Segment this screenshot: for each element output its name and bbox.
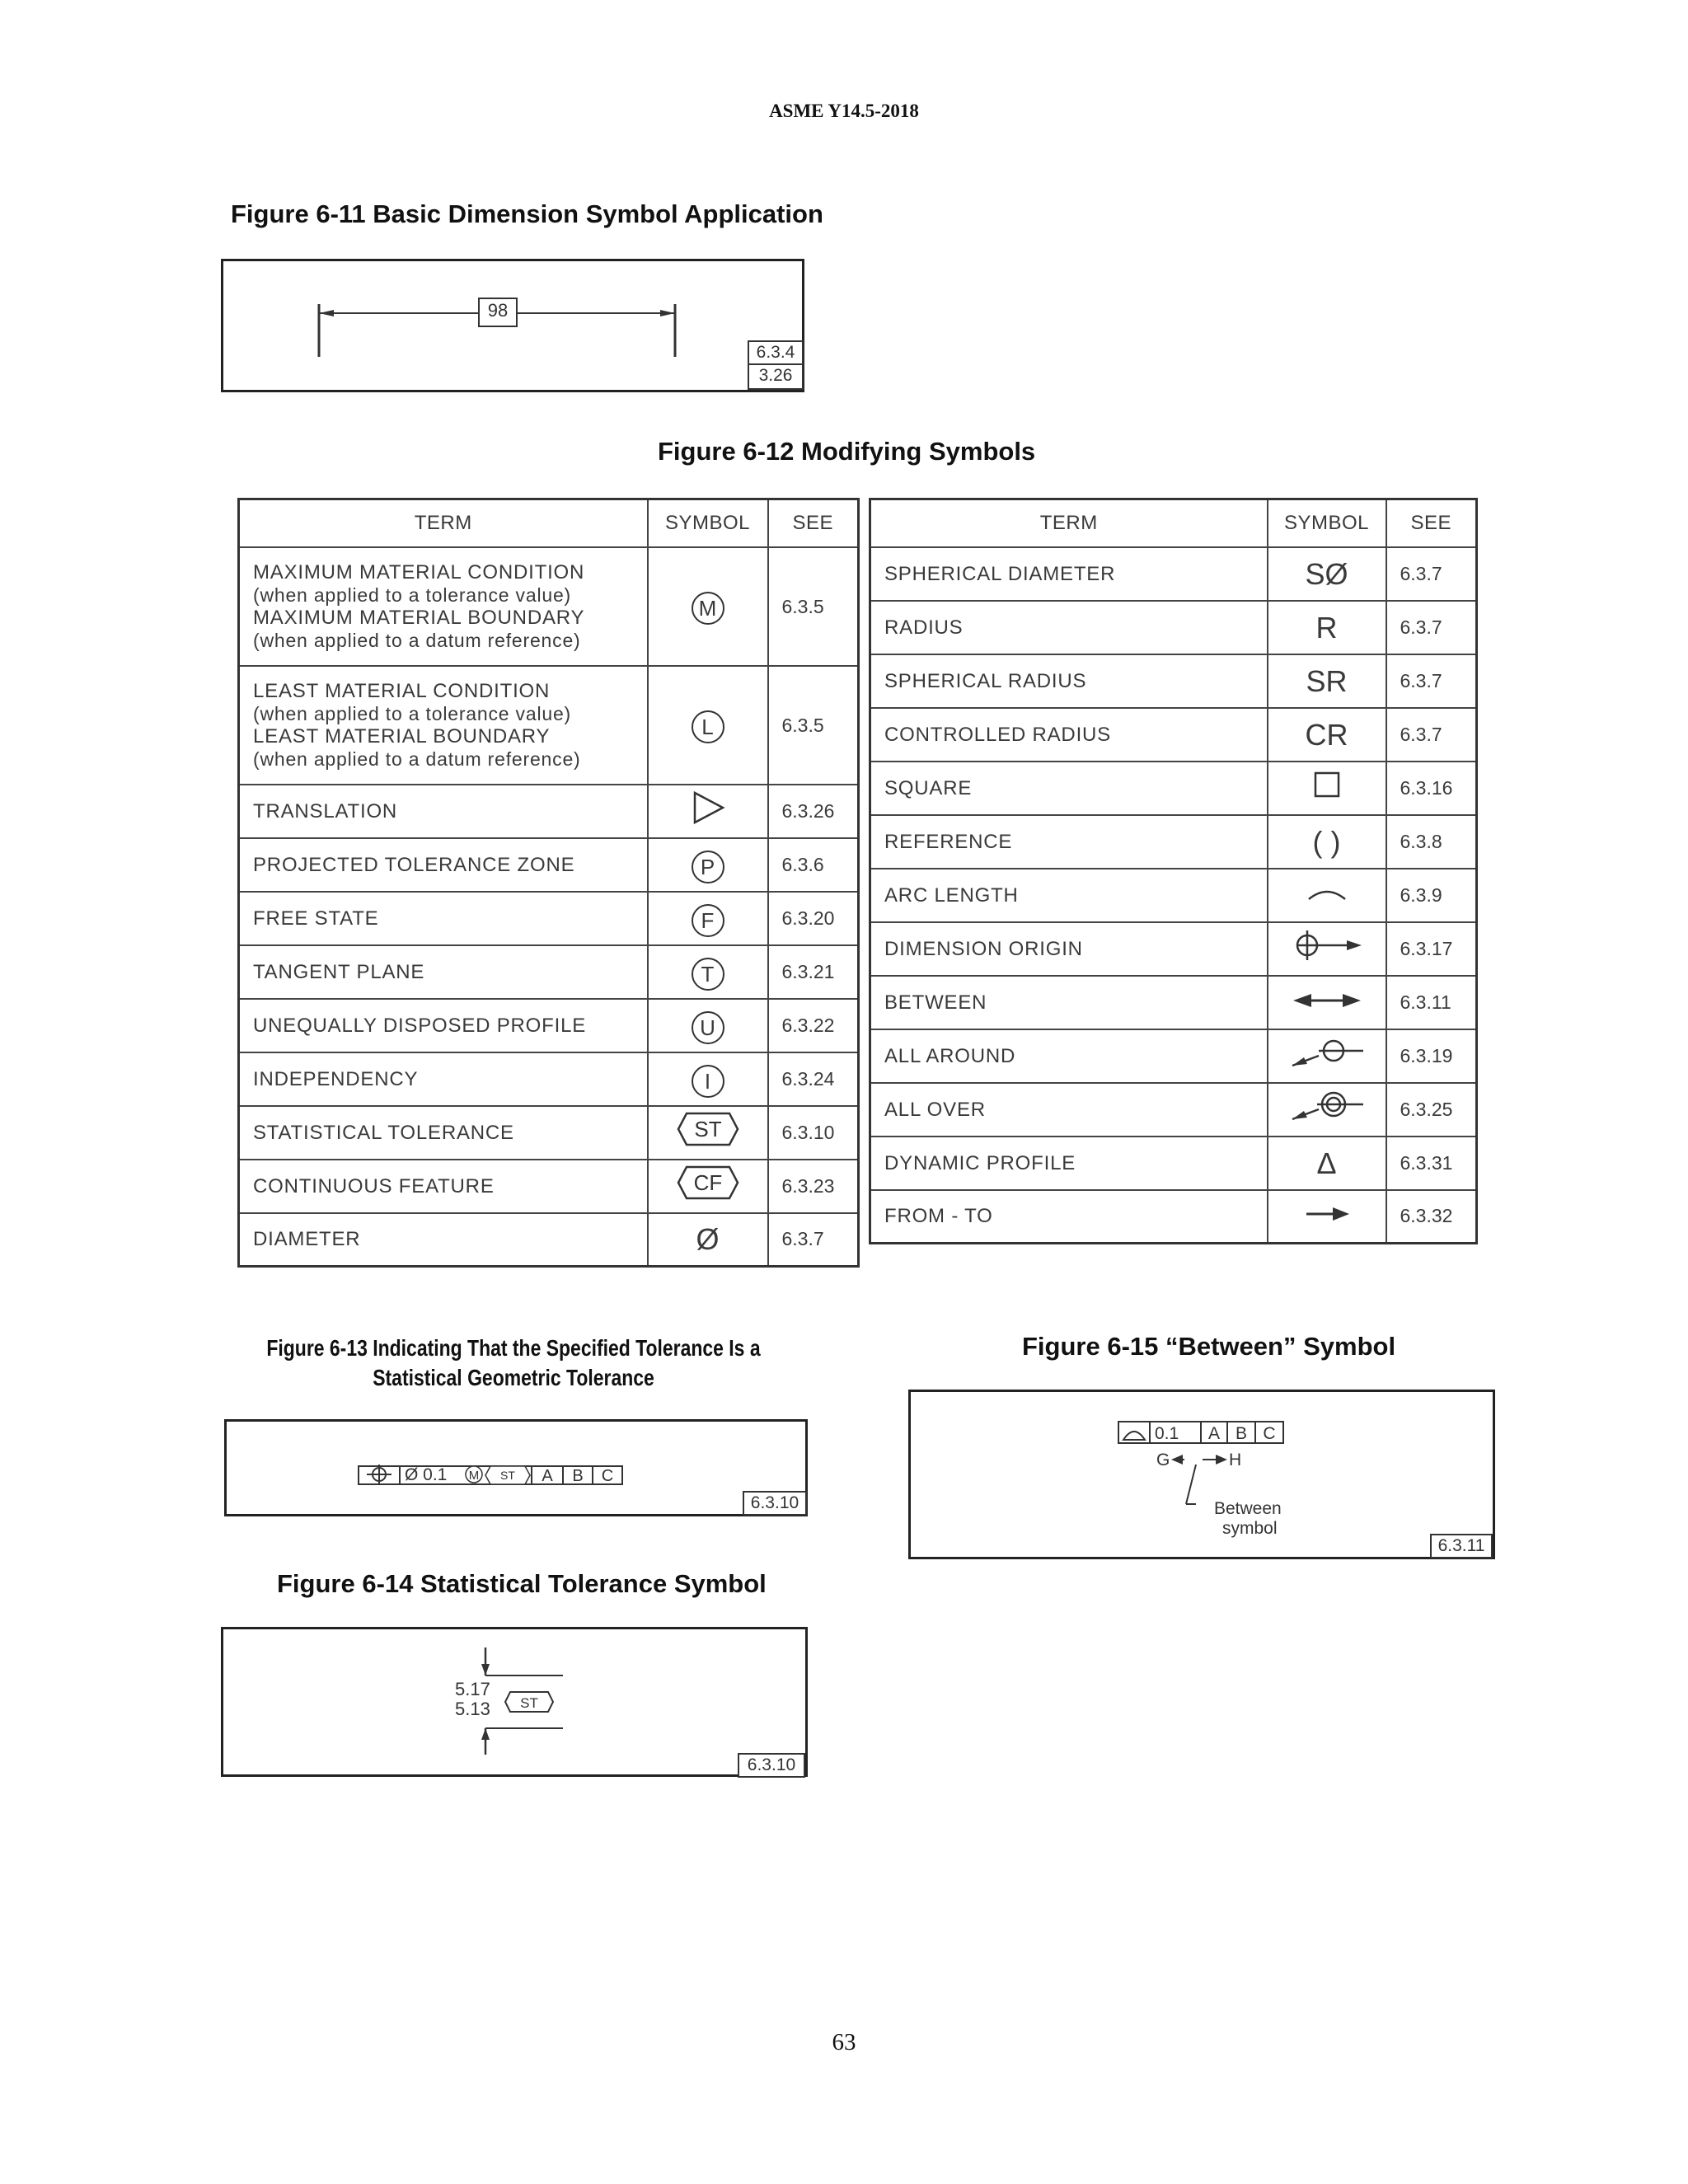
between-symbol-drawing — [911, 1392, 1493, 1557]
term-text: SPHERICAL DIAMETER — [870, 547, 1268, 601]
figure-6-13-title-line-2: Statistical Geometric Tolerance — [373, 1365, 654, 1390]
lower-limit: 5.13 — [455, 1699, 490, 1719]
circled-i-icon: I — [692, 1065, 724, 1098]
figure-6-15-frame — [908, 1390, 1495, 1559]
reference-parentheses-icon: ( ) — [1268, 815, 1386, 869]
see-reference: 6.3.16 — [1386, 762, 1477, 815]
datum-c: C — [1263, 1424, 1276, 1443]
between-from-label: G — [1156, 1451, 1170, 1469]
see-reference: 6.3.23 — [768, 1160, 859, 1213]
datum-a: A — [1207, 1424, 1221, 1443]
term-text: DYNAMIC PROFILE — [870, 1137, 1268, 1190]
circled-l-icon: L — [692, 710, 724, 743]
table-row — [870, 815, 1477, 869]
statistical-tolerance-drawing — [223, 1629, 805, 1774]
tolerance-value: Ø 0.1 — [405, 1465, 448, 1484]
term-text: ALL AROUND — [870, 1029, 1268, 1083]
term-text: (when applied to a datum reference) — [253, 630, 581, 651]
table-row — [870, 922, 1477, 976]
see-reference: 6.3.8 — [1386, 815, 1477, 869]
modifying-symbols-table-left — [237, 498, 860, 1268]
table-row — [239, 1213, 859, 1266]
table-row — [870, 762, 1477, 815]
figure-6-12-title: Figure 6-12 Modifying Symbols — [658, 437, 1036, 466]
see-reference: 6.3.7 — [1386, 547, 1477, 601]
cf-symbol-text: CF — [693, 1170, 722, 1195]
all-over-icon — [1286, 1088, 1368, 1124]
table-row — [239, 999, 859, 1052]
column-header-symbol: SYMBOL — [648, 499, 768, 548]
see-reference: 6.3.10 — [768, 1106, 859, 1160]
term-text: UNEQUALLY DISPOSED PROFILE — [239, 999, 648, 1052]
term-text: DIAMETER — [239, 1213, 648, 1266]
see-reference: 6.3.21 — [768, 945, 859, 999]
callout-text: Between — [1214, 1499, 1282, 1518]
term-text: LEAST MATERIAL BOUNDARY — [253, 725, 551, 748]
table-row — [239, 1052, 859, 1106]
term-text: (when applied to a tolerance value) — [253, 584, 572, 606]
column-header-see: SEE — [1386, 499, 1477, 548]
arrow-icon — [1298, 1202, 1356, 1226]
circled-m-icon: M — [692, 592, 724, 625]
table-row — [870, 976, 1477, 1029]
st-symbol-text: ST — [520, 1695, 538, 1711]
figure-6-11-frame — [221, 259, 804, 392]
circled-f-icon: F — [692, 904, 724, 937]
datum-b: B — [572, 1467, 584, 1485]
see-reference: 6.3.22 — [768, 999, 859, 1052]
figure-6-13-ref: 6.3.10 — [743, 1491, 807, 1516]
term-text: DIMENSION ORIGIN — [870, 922, 1268, 976]
controlled-radius-icon: CR — [1268, 708, 1386, 762]
term-text: RADIUS — [870, 601, 1268, 654]
column-header-term: TERM — [239, 499, 648, 548]
document-header: ASME Y14.5-2018 — [769, 101, 919, 121]
term-text: FROM - TO — [870, 1190, 1268, 1243]
table-row — [239, 838, 859, 892]
table-row — [870, 1190, 1477, 1243]
column-header-term: TERM — [870, 499, 1268, 548]
tolerance-value: 0.1 — [1155, 1424, 1179, 1443]
see-reference: 6.3.7 — [1386, 601, 1477, 654]
table-row — [870, 601, 1477, 654]
figure-6-13-title-line-1: Figure 6-13 Indicating That the Specified Tolerance Is a — [266, 1335, 761, 1361]
radius-icon: R — [1268, 601, 1386, 654]
figure-6-11-ref-1: 6.3.4 — [748, 340, 804, 365]
term-text: (when applied to a tolerance value) — [253, 703, 572, 724]
table-row — [870, 654, 1477, 708]
all-around-icon — [1286, 1034, 1368, 1071]
term-text: LEAST MATERIAL CONDITION — [253, 680, 551, 702]
figure-6-14-title: Figure 6-14 Statistical Tolerance Symbol — [277, 1569, 767, 1598]
square-icon — [1312, 770, 1342, 799]
table-row — [239, 666, 859, 785]
see-reference: 6.3.11 — [1386, 976, 1477, 1029]
see-reference: 6.3.19 — [1386, 1029, 1477, 1083]
table-row — [239, 547, 859, 666]
table-row — [870, 869, 1477, 922]
basic-dimension-value: 98 — [487, 300, 509, 321]
table-row — [870, 1083, 1477, 1137]
page-number: 63 — [832, 2029, 856, 2055]
term-text: FREE STATE — [239, 892, 648, 945]
table-row — [239, 1160, 859, 1213]
datum-c: C — [601, 1467, 614, 1485]
see-reference: 6.3.7 — [1386, 708, 1477, 762]
circled-u-icon: U — [692, 1011, 724, 1044]
term-text: TRANSLATION — [239, 785, 648, 838]
dynamic-profile-icon: Δ — [1268, 1137, 1386, 1190]
figure-6-15-title: Figure 6-15 “Between” Symbol — [1022, 1332, 1396, 1361]
table-row — [239, 892, 859, 945]
see-reference: 6.3.25 — [1386, 1083, 1477, 1137]
table-row — [239, 785, 859, 838]
term-text: SQUARE — [870, 762, 1268, 815]
datum-b: B — [1235, 1424, 1248, 1443]
term-text: PROJECTED TOLERANCE ZONE — [239, 838, 648, 892]
see-reference: 6.3.7 — [768, 1213, 859, 1266]
datum-a: A — [542, 1467, 553, 1485]
diameter-icon: Ø — [648, 1213, 768, 1266]
term-text: CONTINUOUS FEATURE — [239, 1160, 648, 1213]
triangle-icon — [690, 790, 726, 826]
term-text: (when applied to a datum reference) — [253, 748, 581, 770]
term-text: CONTROLLED RADIUS — [870, 708, 1268, 762]
term-text: STATISTICAL TOLERANCE — [239, 1106, 648, 1160]
between-to-label: H — [1229, 1451, 1242, 1469]
mmc-modifier: M — [468, 1469, 480, 1483]
see-reference: 6.3.6 — [768, 838, 859, 892]
see-reference: 6.3.17 — [1386, 922, 1477, 976]
see-reference: 6.3.20 — [768, 892, 859, 945]
see-reference: 6.3.31 — [1386, 1137, 1477, 1190]
continuous-feature-icon — [677, 1164, 739, 1202]
double-arrow-icon — [1290, 988, 1364, 1013]
term-text: ARC LENGTH — [870, 869, 1268, 922]
figure-6-14-ref: 6.3.10 — [738, 1753, 805, 1778]
circled-t-icon: T — [692, 958, 724, 991]
see-reference: 6.3.26 — [768, 785, 859, 838]
see-reference: 6.3.7 — [1386, 654, 1477, 708]
term-text: MAXIMUM MATERIAL CONDITION — [253, 561, 585, 583]
term-text: ALL OVER — [870, 1083, 1268, 1137]
spherical-diameter-icon: SØ — [1268, 547, 1386, 601]
feature-control-frame — [227, 1422, 805, 1514]
see-reference: 6.3.5 — [768, 666, 859, 785]
table-row — [239, 1106, 859, 1160]
dimension-origin-icon — [1286, 927, 1368, 963]
term-text: TANGENT PLANE — [239, 945, 648, 999]
term-text: SPHERICAL RADIUS — [870, 654, 1268, 708]
statistical-tolerance-icon — [677, 1110, 739, 1148]
figure-6-13-title — [253, 1333, 773, 1393]
column-header-see: SEE — [768, 499, 859, 548]
see-reference: 6.3.32 — [1386, 1190, 1477, 1243]
figure-6-11-ref-2: 3.26 — [748, 363, 804, 390]
table-row — [870, 1029, 1477, 1083]
figure-6-13-frame — [224, 1419, 808, 1516]
statistical-modifier: ST — [500, 1469, 515, 1482]
term-text: REFERENCE — [870, 815, 1268, 869]
see-reference: 6.3.5 — [768, 547, 859, 666]
figure-6-11-title: Figure 6-11 Basic Dimension Symbol Application — [231, 199, 823, 228]
spherical-radius-icon: SR — [1268, 654, 1386, 708]
figure-6-15-ref: 6.3.11 — [1430, 1534, 1493, 1558]
term-text: INDEPENDENCY — [239, 1052, 648, 1106]
modifying-symbols-table-right — [869, 498, 1478, 1244]
figure-6-14-frame — [221, 1627, 808, 1777]
term-text: BETWEEN — [870, 976, 1268, 1029]
column-header-symbol: SYMBOL — [1268, 499, 1386, 548]
upper-limit: 5.17 — [455, 1679, 490, 1699]
see-reference: 6.3.9 — [1386, 869, 1477, 922]
table-row — [870, 1137, 1477, 1190]
st-symbol-text: ST — [693, 1117, 722, 1141]
callout-text: symbol — [1222, 1519, 1278, 1538]
table-row — [870, 547, 1477, 601]
basic-dimension-drawing — [223, 261, 802, 390]
circled-p-icon: P — [692, 851, 724, 883]
table-row — [870, 708, 1477, 762]
term-text: MAXIMUM MATERIAL BOUNDARY — [253, 607, 585, 629]
see-reference: 6.3.24 — [768, 1052, 859, 1106]
arc-icon — [1304, 881, 1350, 906]
table-row — [239, 945, 859, 999]
